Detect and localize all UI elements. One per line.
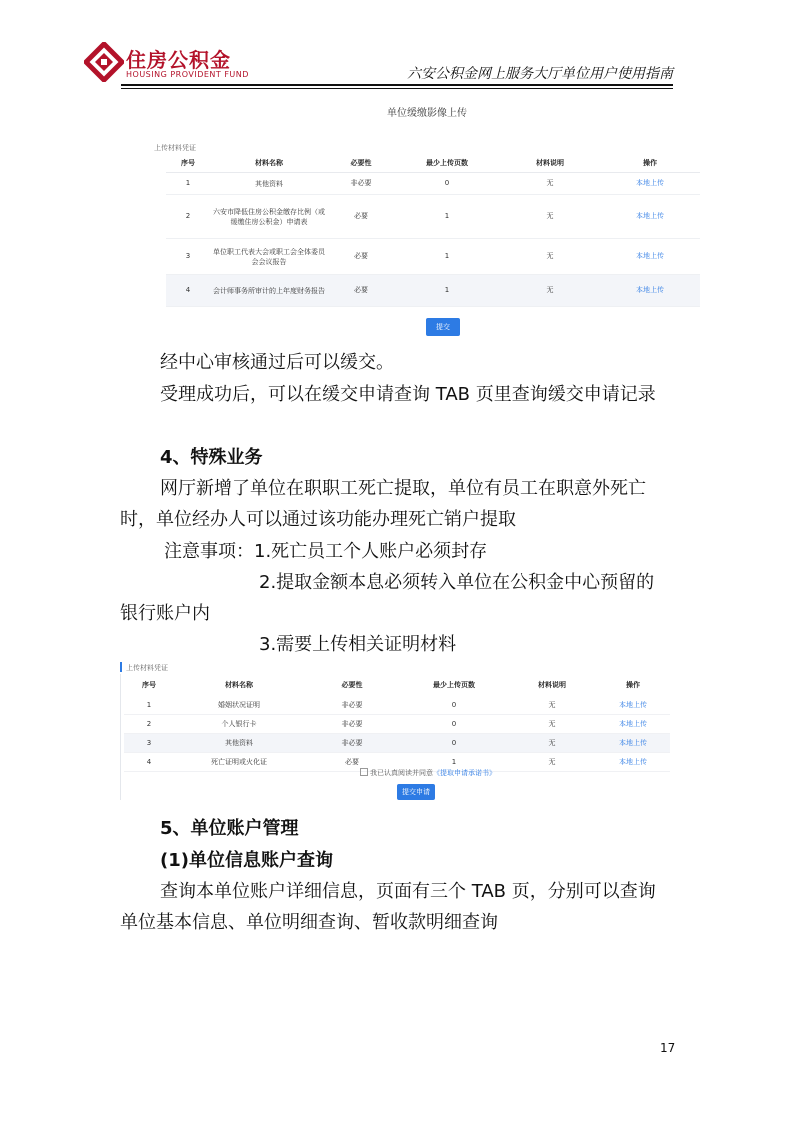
- table-row: [124, 696, 670, 715]
- brand-name-en: HOUSING PROVIDENT FUND: [126, 70, 249, 79]
- deferral-upload-screenshot: [144, 96, 710, 340]
- submit-application-button[interactable]: 提交申请: [397, 784, 435, 800]
- local-upload-link[interactable]: 本地上传: [596, 696, 670, 715]
- submit-button[interactable]: 提交: [426, 318, 460, 336]
- header-divider-thin: [121, 88, 673, 89]
- paragraph-line: 受理成功后，可以在缓交申请查询 TAB 页里查询缓交申请记录: [160, 384, 656, 405]
- row-number: 3: [166, 239, 210, 275]
- column-header: 操作: [600, 154, 700, 173]
- table-row: [166, 195, 700, 239]
- section-label: 上传材料凭证: [154, 144, 196, 152]
- column-header: 材料名称: [210, 154, 328, 173]
- paragraph-line: 时，单位经办人可以通过该功能办理死亡销户提取: [120, 509, 516, 530]
- column-header: 材料说明: [500, 154, 600, 173]
- min-pages: 0: [400, 734, 508, 753]
- agreement-row: [360, 768, 496, 778]
- note-line: 注意事项：1.死亡员工个人账户必须封存: [164, 541, 488, 562]
- agree-checkbox[interactable]: [360, 768, 368, 776]
- agreement-text: 我已认真阅读并同意: [370, 769, 433, 777]
- material-desc: 无: [508, 734, 596, 753]
- materials-table: [124, 674, 670, 772]
- necessity: 非必要: [328, 173, 394, 195]
- page-number: 17: [660, 1041, 676, 1055]
- material-name: 死亡证明或火化证: [174, 753, 304, 772]
- column-header: 必要性: [328, 154, 394, 173]
- min-pages: 0: [400, 696, 508, 715]
- panel-border: [120, 674, 121, 800]
- paragraph-line: 单位基本信息、单位明细查询、暂收款明细查询: [120, 912, 498, 933]
- section-heading: 4、特殊业务: [160, 447, 263, 468]
- column-header: 材料名称: [225, 681, 253, 689]
- table-row: [166, 173, 700, 195]
- row-number: 1: [166, 173, 210, 195]
- row-number: 2: [166, 195, 210, 239]
- min-pages: 1: [394, 275, 500, 307]
- section-heading: 5、单位账户管理: [160, 818, 299, 839]
- local-upload-link[interactable]: 本地上传: [600, 195, 700, 239]
- min-pages: 0: [394, 173, 500, 195]
- material-desc: 无: [508, 696, 596, 715]
- material-name: 六安市降低住房公积金缴存比例（或缓缴住房公积金）申请表: [210, 195, 328, 239]
- material-desc: 无: [500, 173, 600, 195]
- column-header: 操作: [626, 681, 640, 689]
- table-row: [166, 275, 700, 307]
- necessity: 必要: [328, 195, 394, 239]
- table-row: [124, 715, 670, 734]
- row-number: 4: [124, 753, 174, 772]
- table-header-row: [124, 674, 670, 696]
- min-pages: 1: [394, 239, 500, 275]
- necessity: 必要: [328, 275, 394, 307]
- local-upload-link[interactable]: 本地上传: [596, 753, 670, 772]
- brand-name-cn: 住房公积金: [126, 48, 231, 72]
- material-desc: 无: [508, 753, 596, 772]
- min-pages: 1: [394, 195, 500, 239]
- row-number: 4: [166, 275, 210, 307]
- material-desc: 无: [500, 239, 600, 275]
- row-number: 2: [124, 715, 174, 734]
- material-name: 会计师事务所审计的上年度财务报告: [210, 275, 328, 307]
- document-title: 六安公积金网上服务大厅单位用户使用指南: [407, 66, 673, 82]
- column-header: 序号: [142, 681, 156, 689]
- paragraph-line: 经中心审核通过后可以缓交。: [160, 352, 394, 373]
- material-name: 其他资料: [210, 173, 328, 195]
- row-number: 3: [124, 734, 174, 753]
- material-desc: 无: [500, 195, 600, 239]
- min-pages: 1: [400, 753, 508, 772]
- section-label: 上传材料凭证: [126, 664, 168, 672]
- column-header: 最少上传页数: [433, 681, 475, 689]
- note-line: 银行账户内: [120, 603, 210, 624]
- page-heading: 单位缓缴影像上传: [387, 108, 467, 119]
- necessity: 必要: [328, 239, 394, 275]
- paragraph-line: 网厅新增了单位在职职工死亡提取，单位有员工在职意外死亡: [160, 478, 646, 499]
- table-row: [166, 239, 700, 275]
- header-divider: [121, 84, 673, 86]
- housing-fund-logo-icon: [84, 42, 124, 82]
- materials-table: [166, 154, 700, 307]
- row-number: 1: [124, 696, 174, 715]
- note-line: 3.需要上传相关证明材料: [259, 634, 457, 655]
- material-desc: 无: [500, 275, 600, 307]
- column-header: 最少上传页数: [394, 154, 500, 173]
- material-desc: 无: [508, 715, 596, 734]
- paragraph-line: 查询本单位账户详细信息，页面有三个 TAB 页，分别可以查询: [160, 881, 656, 902]
- local-upload-link[interactable]: 本地上传: [600, 275, 700, 307]
- local-upload-link[interactable]: 本地上传: [600, 173, 700, 195]
- death-withdrawal-screenshot: [120, 660, 674, 802]
- material-name: 个人银行卡: [174, 715, 304, 734]
- commitment-letter-link[interactable]: 《提取申请承诺书》: [433, 769, 496, 777]
- necessity: 必要: [304, 753, 400, 772]
- table-header-row: [166, 154, 700, 173]
- necessity: 非必要: [304, 734, 400, 753]
- note-line: 2.提取金额本息必须转入单位在公积金中心预留的: [259, 572, 655, 593]
- local-upload-link[interactable]: 本地上传: [600, 239, 700, 275]
- material-name: 单位职工代表大会或职工会全体委员会会议报告: [210, 239, 328, 275]
- local-upload-link[interactable]: 本地上传: [596, 734, 670, 753]
- column-header: 序号: [166, 154, 210, 173]
- necessity: 非必要: [304, 715, 400, 734]
- column-header: 材料说明: [538, 681, 566, 689]
- necessity: 非必要: [304, 696, 400, 715]
- material-name: 婚姻状况证明: [174, 696, 304, 715]
- subsection-heading: (1)单位信息账户查询: [160, 850, 333, 871]
- column-header: 必要性: [341, 681, 363, 689]
- table-row: [124, 734, 670, 753]
- min-pages: 0: [400, 715, 508, 734]
- section-accent-bar: [120, 662, 122, 672]
- local-upload-link[interactable]: 本地上传: [596, 715, 670, 734]
- material-name: 其他资料: [174, 734, 304, 753]
